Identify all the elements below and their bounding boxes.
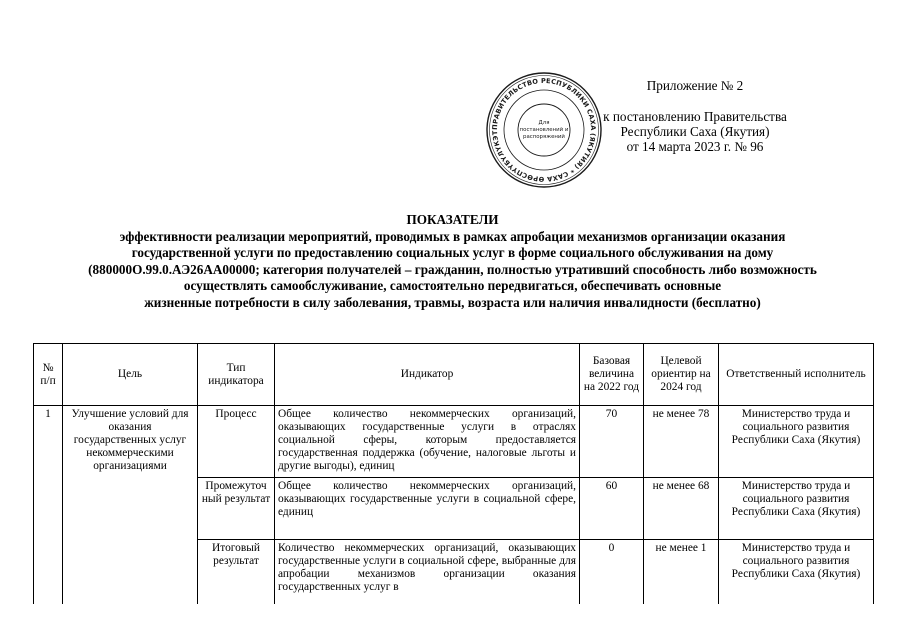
cell-executor: Министерство труда и социального развития Республики Саха (Якутия) bbox=[719, 478, 874, 540]
cell-indicator: Общее количество некоммерческих организаций, оказывающих государственные услуги в отраслях социальной сферы, которым предоставляется государственная поддержка (обучение, налоговые льготы и другие выгоды), единиц bbox=[275, 406, 580, 478]
svg-text:ПРАВИТЕЛЬСТВО РЕСПУБЛИКИ САХА: ПРАВИТЕЛЬСТВО РЕСПУБЛИКИ САХА (ЯКУТИЯ) * САХА ӨРӨСПҮҮБҮЛҮКЭТ bbox=[490, 76, 598, 184]
cell-base: 0 bbox=[580, 540, 644, 608]
cell-target: не менее 1 bbox=[644, 540, 719, 608]
page-bottom-margin bbox=[0, 604, 905, 640]
cell-type: Итоговый результат bbox=[198, 540, 275, 608]
cell-num: 1 bbox=[34, 406, 63, 608]
cell-executor: Министерство труда и социального развития Республики Саха (Якутия) bbox=[719, 406, 874, 478]
header-goal: Цель bbox=[63, 344, 198, 406]
appendix-header bbox=[585, 78, 805, 154]
cell-target: не менее 78 bbox=[644, 406, 719, 478]
header-base: Базовая величина на 2022 год bbox=[580, 344, 644, 406]
header-executor: Ответственный исполнитель bbox=[719, 344, 874, 406]
cell-base: 60 bbox=[580, 478, 644, 540]
appendix-date: от 14 марта 2023 г. № 96 bbox=[626, 139, 764, 154]
header-indicator: Индикатор bbox=[275, 344, 580, 406]
appendix-number: Приложение № 2 bbox=[646, 78, 744, 93]
cell-executor: Министерство труда и социального развития Республики Саха (Якутия) bbox=[719, 540, 874, 608]
title-line: государственной услуги по предоставлению социальных услуг в форме социального обслуживания на дому bbox=[131, 245, 774, 260]
svg-text:распоряжений: распоряжений bbox=[523, 134, 565, 140]
cell-indicator: Общее количество некоммерческих организаций, оказывающих государственные услуги в социальной сфере, единиц bbox=[275, 478, 580, 540]
appendix-government: Республики Саха (Якутия) bbox=[620, 124, 770, 139]
header-num: № п/п bbox=[34, 344, 63, 406]
cell-target: не менее 68 bbox=[644, 478, 719, 540]
cell-indicator: Количество некоммерческих организаций, оказывающих государственные услуги в социальной сфере, выбранные для апробации механизмов организации оказания государственных услуг в bbox=[275, 540, 580, 608]
title-line: (880000О.99.0.АЭ26АА00000; категория получателей – гражданин, полностью утративший способность либо возможность bbox=[88, 261, 817, 277]
table-row bbox=[34, 406, 874, 478]
header-target: Целевой ориентир на 2024 год bbox=[644, 344, 719, 406]
title-line: жизненные потребности в силу заболевания, травмы, возраста или наличия инвалидности (бесплатно) bbox=[144, 294, 761, 310]
cell-goal: Улучшение условий для оказания государственных услуг некоммерческими организациями bbox=[63, 406, 198, 608]
appendix-resolution-ref: к постановлению Правительства bbox=[603, 109, 787, 124]
svg-text:постановлений и: постановлений и bbox=[519, 127, 569, 133]
title-line: эффективности реализации мероприятий, проводимых в рамках апробации механизмов организации оказания bbox=[119, 228, 786, 244]
cell-base: 70 bbox=[580, 406, 644, 478]
cell-type: Промежуточ ный результат bbox=[198, 478, 275, 540]
svg-text:Для: Для bbox=[538, 120, 550, 126]
indicators-table bbox=[33, 343, 874, 608]
header-type: Тип индикатора bbox=[198, 344, 275, 406]
cell-type: Процесс bbox=[198, 406, 275, 478]
document-title bbox=[30, 212, 875, 311]
title-line: осуществлять самообслуживание, самостоятельно передвигаться, обеспечивать основные bbox=[183, 278, 722, 293]
title-heading: ПОКАЗАТЕЛИ bbox=[406, 212, 499, 227]
table-header-row bbox=[34, 344, 874, 406]
